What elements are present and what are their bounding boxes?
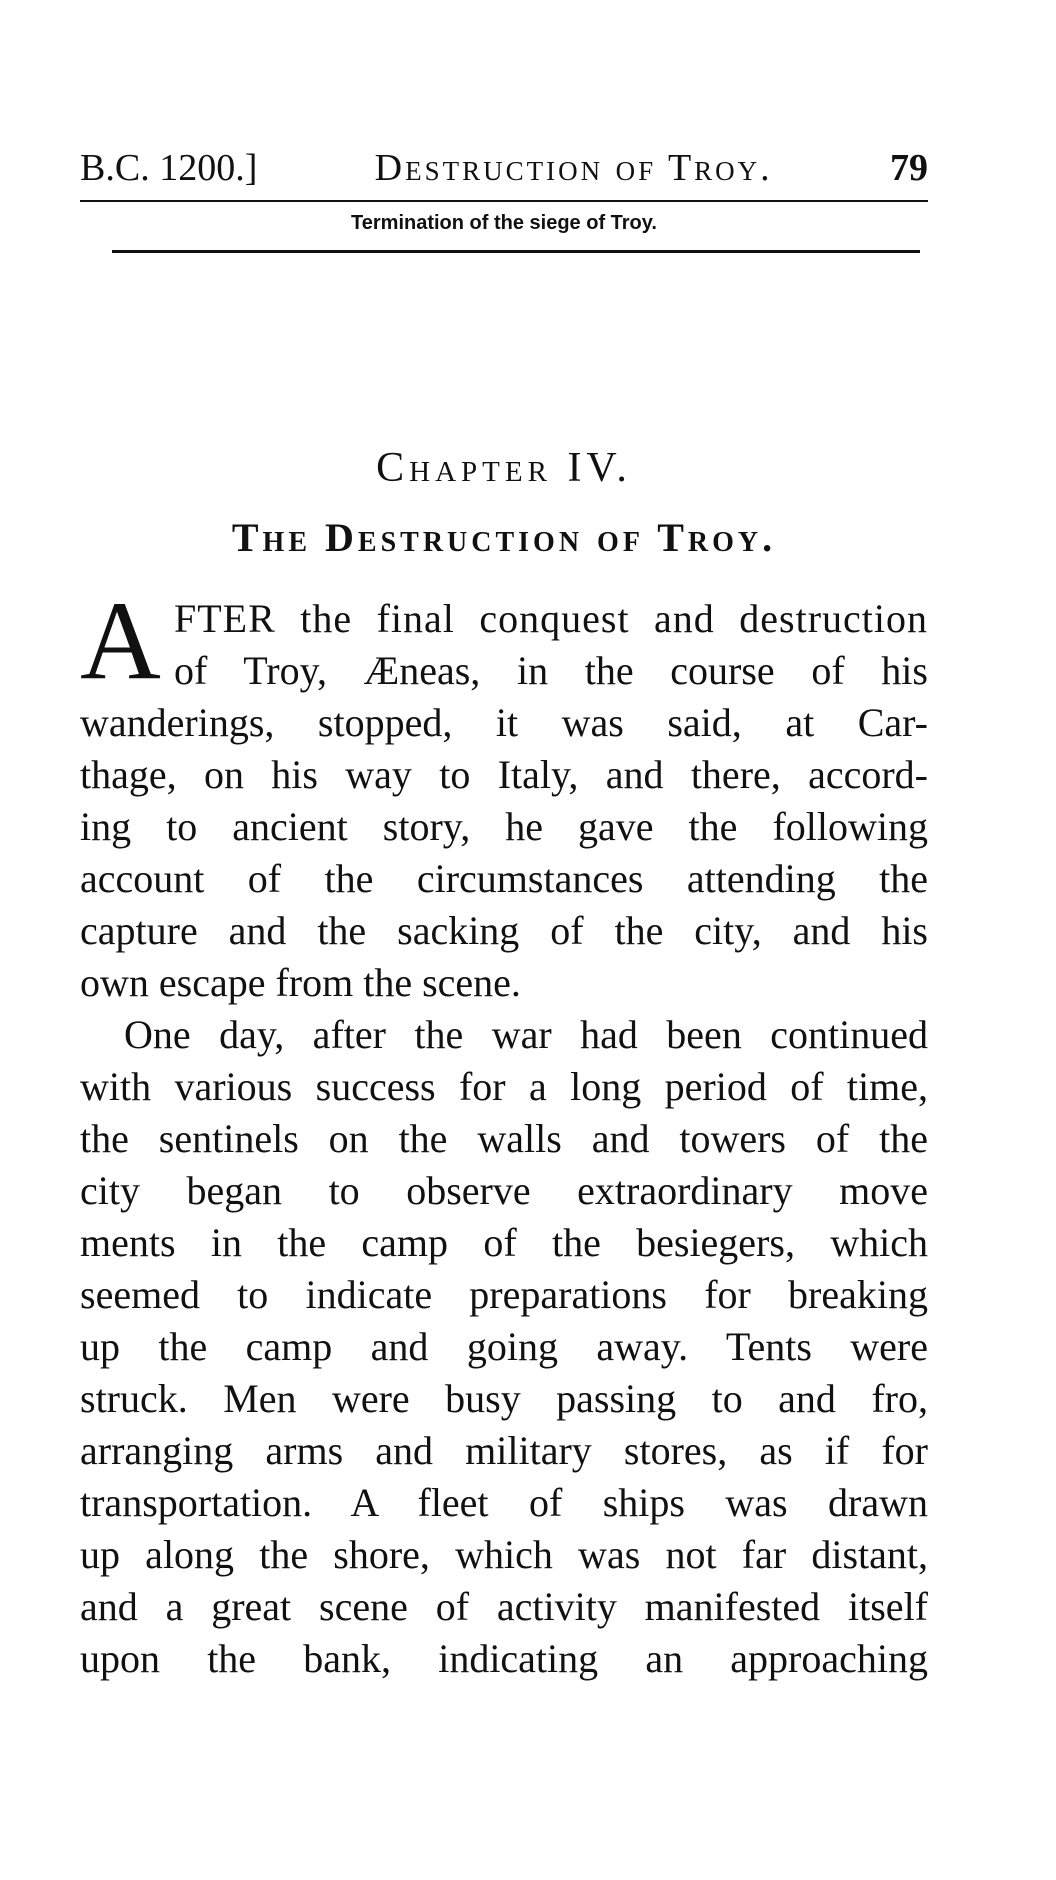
text-line: struck. Men were busy passing to and fro, — [80, 1376, 928, 1421]
running-head-title: Destruction of Troy. — [374, 147, 773, 189]
section-subhead: Termination of the siege of Troy. — [351, 212, 657, 234]
text-line: seemed to indicate preparations for breaking — [80, 1272, 928, 1317]
text-line: ing to ancient story, he gave the following — [80, 804, 928, 849]
header-rule — [80, 200, 928, 202]
drop-cap: A — [80, 579, 161, 703]
text-line: A FTER the final conquest and destruction — [80, 579, 928, 703]
paragraph-2 — [80, 1009, 928, 1685]
text-line: upon the bank, indicating an approaching — [80, 1636, 928, 1681]
running-head — [80, 138, 928, 198]
text-line: up along the shore, which was not far distant, — [80, 1532, 928, 1577]
text-line: transportation. A fleet of ships was drawn — [80, 1480, 928, 1525]
text-line: thage, on his way to Italy, and there, accord- — [80, 752, 928, 797]
text-line: account of the circumstances attending the — [80, 856, 928, 901]
text-line: arranging arms and military stores, as if for — [80, 1428, 928, 1473]
body-text — [80, 579, 928, 1685]
text-line: and a great scene of activity manifested itself — [80, 1584, 928, 1629]
page-number: 79 — [889, 147, 928, 189]
chapter-number: Chapter IV. — [376, 445, 632, 491]
text-line: city began to observe extraordinary move — [80, 1168, 928, 1213]
text-line: One day, after the war had been continued — [124, 1012, 928, 1057]
text-line: ments in the camp of the besiegers, which — [80, 1220, 928, 1265]
subhead-rule — [112, 250, 920, 253]
text-line: up the camp and going away. Tents were — [80, 1324, 928, 1369]
text-line: with various success for a long period of time, — [80, 1064, 928, 1109]
chapter-title: The Destruction of Troy. — [231, 515, 777, 560]
text-line: capture and the sacking of the city, and his — [80, 908, 928, 953]
text-line: the sentinels on the walls and towers of the — [80, 1116, 928, 1161]
text-line: of Troy, Æneas, in the course of his — [174, 648, 928, 693]
text-line: own escape from the scene. — [80, 960, 521, 1005]
paragraph-1 — [80, 579, 928, 1009]
running-head-date: B.C. 1200.] — [80, 147, 258, 189]
text-line: wanderings, stopped, it was said, at Car- — [80, 700, 928, 745]
